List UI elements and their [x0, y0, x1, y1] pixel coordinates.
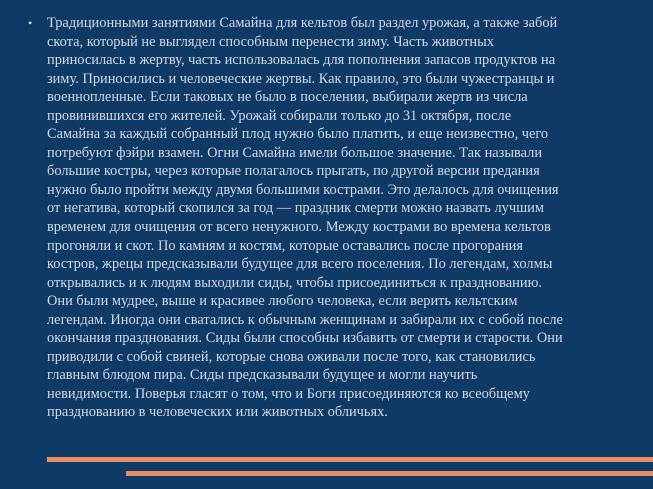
bullet-icon: •: [28, 16, 33, 30]
text-line: большие костры, через которые полагалось прыгать, по другой версии предания: [47, 163, 540, 180]
text-line: временем для очищения от всего ненужного. Между кострами во времена кельтов: [47, 219, 551, 236]
text-line: окончания празднования. Сиды были способны избавить от смерти и старости. Они: [47, 330, 563, 347]
text-line: зиму. Приносились и человеческие жертвы. Как правило, это были чужестранцы и: [47, 70, 555, 87]
text-line: открывались и к людям выходили сиды, чтобы присоединиться к празднованию.: [47, 274, 542, 291]
text-line: Традиционными занятиями Самайна для кельтов был раздел урожая, а также забой: [47, 15, 558, 31]
text-line: от негатива, который скопился за год — праздник смерти можно назвать лучшим: [47, 200, 544, 217]
text-line: невидимости. Поверья гласят о том, что и Боги присоединяются ко всеобщему: [47, 385, 530, 402]
text-line: приносилась в жертву, часть использовалась для пополнения запасов продуктов на: [47, 52, 556, 69]
text-line: провинившихся его жителей. Урожай собирали только до 31 октября, после: [47, 107, 512, 124]
text-line: нужно было пройти между двумя большими кострами. Это делалось для очищения: [47, 181, 559, 198]
text-line: Они были мудрее, выше и красивее любого человека, если верить кельтским: [47, 293, 518, 310]
text-line: скота, который не выглядел способным перенести зиму. Часть животных: [47, 33, 494, 50]
decorative-stripe-top: [47, 457, 653, 462]
text-line: приводили с собой свиней, которые снова оживали после того, как становились: [47, 348, 536, 365]
text-line: главным блюдом пира. Сиды предсказывали будущее и могли научить: [47, 367, 478, 384]
decorative-stripe-bottom: [126, 471, 653, 476]
text-line: военнопленные. Если таковых не было в поселении, выбирали жертв из числа: [47, 89, 528, 106]
bullet-paragraph: [28, 14, 640, 422]
text-line: легендам. Иногда они сватались к обычным женщинам и забирали их с собой после: [47, 311, 563, 328]
slide-body-text: [47, 14, 640, 422]
text-line: потребуют фэйри взамен. Огни Самайна имели большое значение. Так называли: [47, 144, 543, 161]
text-line: Самайна за каждый собранный плод нужно было платить, и еще неизвестно, чего: [47, 126, 549, 143]
text-line: прогоняли и скот. По камням и костям, которые оставались после прогорания: [47, 237, 523, 254]
text-line: костров, жрецы предсказывали будущее для всего поселения. По легендам, холмы: [47, 256, 553, 273]
text-line: празднованию в человеческих или животных обличьях.: [47, 404, 388, 421]
